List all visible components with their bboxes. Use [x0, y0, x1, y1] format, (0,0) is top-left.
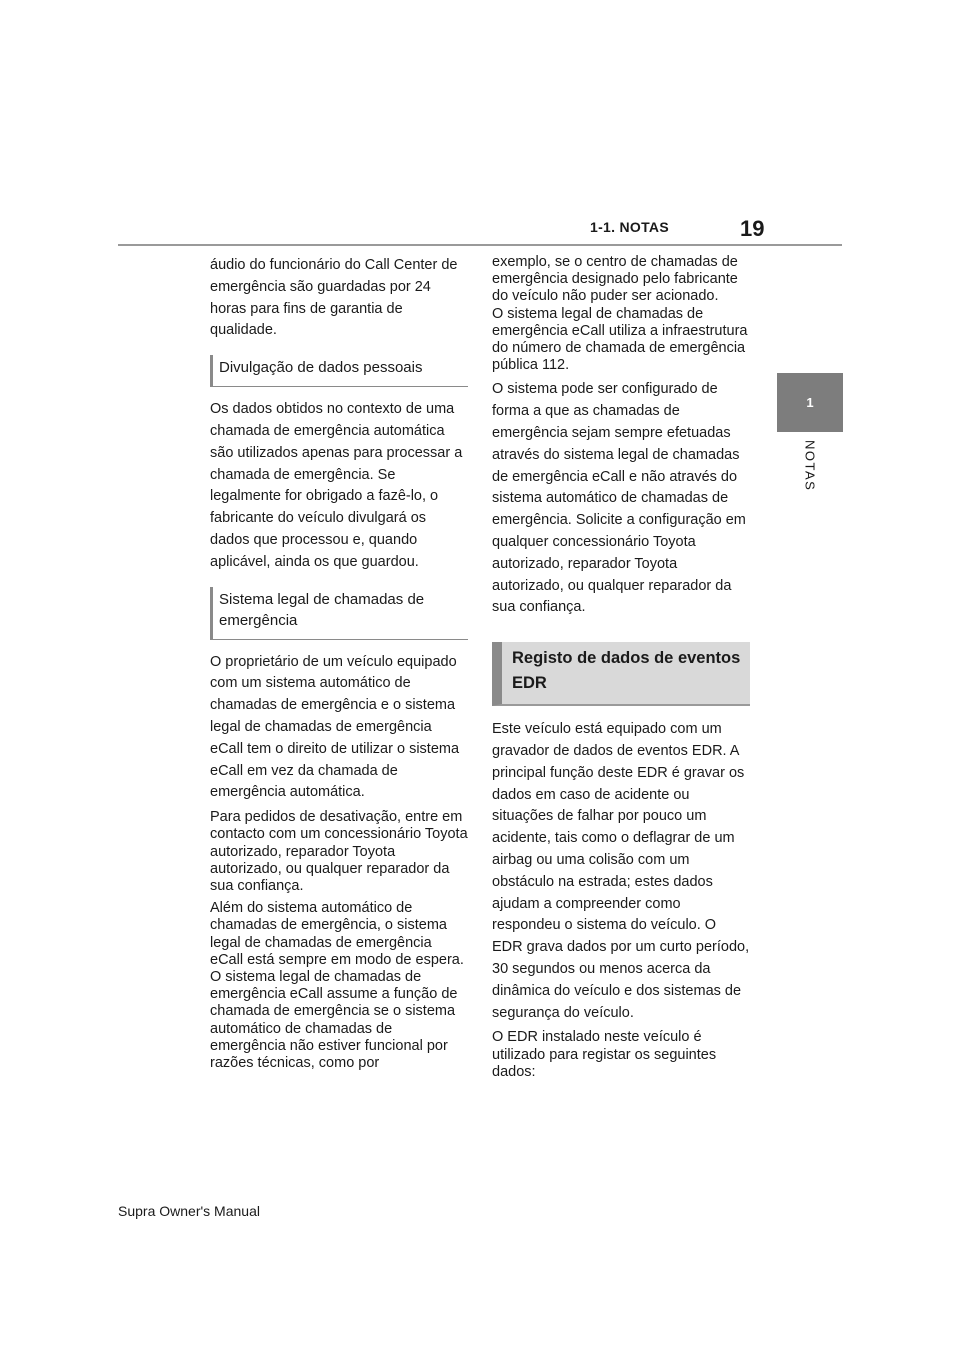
paragraph: Para pedidos de desativação, entre em contacto com um concessionário Toyota autorizado, reparador Toyota autorizado, ou qualquer reparador da sua confiança.: [210, 809, 468, 894]
subheading-data-disclosure: Divulgação de dados pessoais: [210, 355, 468, 387]
paragraph: O sistema pode ser configurado de forma a que as chamadas de emergência sejam sempre efetuadas através do sistema legal de chamadas de emergência eCall e não através do sistema automático de chamadas de emergência. Solicite a configuração em qualquer concessionário Toyota autorizado, reparador Toyota autorizado, ou qualquer reparador da sua confiança.: [492, 381, 746, 616]
paragraph: Este veículo está equipado com um gravador de dados de eventos EDR. A principal função deste EDR é gravar os dados em caso de acidente ou situações de falhar por pouco um acidente, tais como o deflagrar de um airbag ou uma colisão com um obstáculo na estrada; estes dados ajudam a compreender como respondeu o sistema do veículo. O EDR grava dados por um curto período, 30 segundos ou menos acerca da dinâmica do veículo e dos sistemas de segurança do veículo.: [492, 721, 750, 1021]
header-divider: [118, 244, 842, 246]
paragraph: Os dados obtidos no contexto de uma chamada de emergência automática são utilizados apenas para processar a chamada de emergência. Se legalmente for obrigado a fazê-lo, o fabricante do veículo divulgará os dados que processou e, quando aplicável, ainda os que guardou.: [210, 401, 463, 570]
section-title: 1-1. NOTAS: [590, 219, 669, 235]
paragraph: O EDR instalado neste veículo é utilizado para registar os seguintes dados:: [492, 1029, 717, 1080]
subheading-legal-ecall: Sistema legal de chamadas de emergência: [210, 587, 468, 640]
paragraph: Além do sistema automático de chamadas de emergência, o sistema legal de chamadas de emergência eCall está sempre em modo de espera. O sistema legal de chamadas de emergência eCall assume a função de chamada de emergência se o sistema automático de chamadas de emergência não estiver funcional por razões técnicas, como por: [210, 900, 464, 1071]
chapter-tab[interactable]: [777, 373, 843, 432]
right-column: [492, 254, 750, 1086]
paragraph: exemplo, se o centro de chamadas de emergência designado pelo fabricante do veículo não puder ser acionado.: [492, 254, 738, 305]
chapter-label-text: NOTAS: [802, 440, 818, 492]
chapter-label: [777, 440, 843, 491]
page-number: 19: [740, 216, 765, 241]
paragraph: O proprietário de um veículo equipado com um sistema automático de chamadas de emergência e o sistema legal de chamadas de emergência eCall tem o direito de utilizar o sistema eCall em vez da chamada de emergência automática.: [210, 653, 460, 801]
chapter-number: 1: [806, 395, 814, 410]
paragraph: áudio do funcionário do Call Center de emergência são guardadas por 24 horas para fins de garantia de qualidade.: [210, 257, 458, 339]
left-column: [210, 255, 468, 1077]
section-heading-edr: Registo de dados de eventos EDR: [492, 642, 750, 706]
footer-manual-title: Supra Owner's Manual: [118, 1203, 260, 1219]
paragraph: O sistema legal de chamadas de emergência eCall utiliza a infraestrutura do número de chamada de emergência pública 112.: [492, 305, 748, 374]
